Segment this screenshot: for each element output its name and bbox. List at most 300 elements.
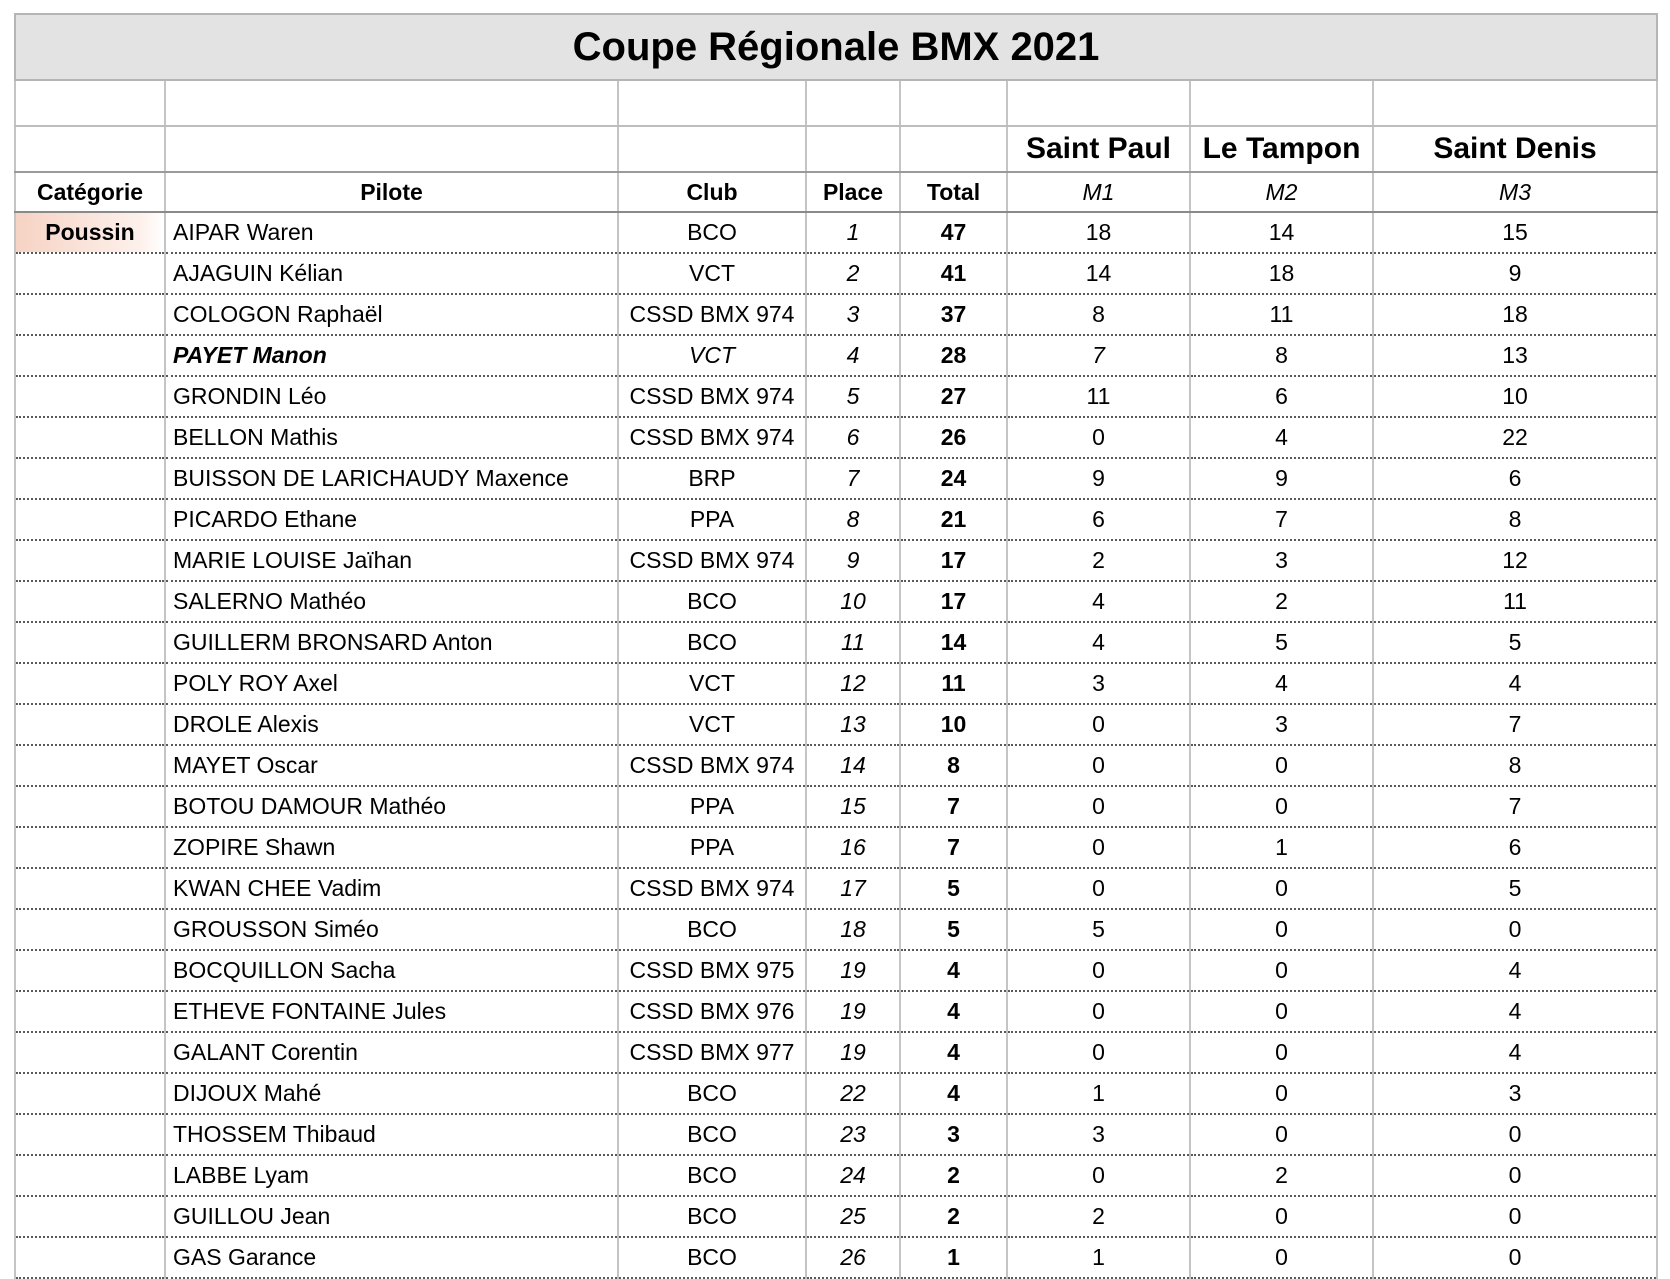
m2-cell[interactable]: 0: [1190, 745, 1373, 786]
pilote-cell-text: GAS Garance: [173, 1244, 317, 1270]
place-cell[interactable]: 19: [806, 991, 900, 1032]
pilote-cell[interactable]: [165, 376, 618, 417]
total-cell[interactable]: 8: [900, 745, 1007, 786]
m3-cell[interactable]: 11: [1373, 581, 1657, 622]
club-cell[interactable]: [618, 376, 806, 417]
place-cell[interactable]: 18: [806, 909, 900, 950]
pilote-cell[interactable]: [165, 1114, 618, 1155]
total-cell[interactable]: 41: [900, 253, 1007, 294]
empty-cell[interactable]: [618, 80, 806, 126]
total-cell[interactable]: 4: [900, 991, 1007, 1032]
category-cell[interactable]: [15, 1237, 165, 1278]
m1-cell[interactable]: [1007, 950, 1190, 991]
m2-cell[interactable]: 0: [1190, 1114, 1373, 1155]
m1-cell[interactable]: [1007, 991, 1190, 1032]
m2-cell[interactable]: 2: [1190, 1155, 1373, 1196]
m1-cell[interactable]: [1007, 581, 1190, 622]
club-cell-text: BRP: [688, 465, 736, 491]
place-cell[interactable]: 17: [806, 868, 900, 909]
results-table: [14, 13, 1658, 1279]
m3-cell[interactable]: 7: [1373, 786, 1657, 827]
pilote-cell[interactable]: [165, 458, 618, 499]
header-total[interactable]: Total: [900, 172, 1007, 212]
empty-cell[interactable]: [618, 126, 806, 172]
club-cell[interactable]: [618, 294, 806, 335]
category-cell[interactable]: [15, 1114, 165, 1155]
m3-cell[interactable]: 10: [1373, 376, 1657, 417]
m3-cell[interactable]: 6: [1373, 458, 1657, 499]
m1-cell[interactable]: [1007, 786, 1190, 827]
category-cell[interactable]: [15, 786, 165, 827]
empty-cell[interactable]: [15, 80, 165, 126]
m1-cell-text: 0: [1092, 711, 1105, 737]
total-cell[interactable]: 21: [900, 499, 1007, 540]
m2-cell[interactable]: 18: [1190, 253, 1373, 294]
table-row: [15, 540, 1657, 581]
empty-cell[interactable]: [15, 126, 165, 172]
m1-cell[interactable]: [1007, 294, 1190, 335]
m3-cell[interactable]: 13: [1373, 335, 1657, 376]
m2-cell[interactable]: 0: [1190, 1032, 1373, 1073]
m3-cell[interactable]: 4: [1373, 991, 1657, 1032]
m3-cell[interactable]: 0: [1373, 1237, 1657, 1278]
club-cell[interactable]: [618, 540, 806, 581]
place-cell[interactable]: 4: [806, 335, 900, 376]
empty-cell[interactable]: [165, 126, 618, 172]
table-row: [15, 950, 1657, 991]
pilote-cell-text: KWAN CHEE Vadim: [173, 875, 382, 901]
place-cell[interactable]: 11: [806, 622, 900, 663]
m1-cell[interactable]: [1007, 499, 1190, 540]
total-cell[interactable]: 4: [900, 950, 1007, 991]
m1-cell-text: 3: [1092, 1121, 1105, 1147]
m2-cell[interactable]: 7: [1190, 499, 1373, 540]
club-cell[interactable]: [618, 1114, 806, 1155]
m1-cell-text: 0: [1092, 957, 1105, 983]
m2-cell[interactable]: 1: [1190, 827, 1373, 868]
pilote-cell[interactable]: [165, 1155, 618, 1196]
club-cell-text: PPA: [689, 506, 735, 532]
club-cell[interactable]: [618, 950, 806, 991]
m3-cell[interactable]: 4: [1373, 663, 1657, 704]
m1-cell-text: 1: [1092, 1080, 1105, 1106]
m1-cell[interactable]: [1007, 1114, 1190, 1155]
place-cell[interactable]: 22: [806, 1073, 900, 1114]
total-cell[interactable]: 27: [900, 376, 1007, 417]
category-cell[interactable]: [15, 704, 165, 745]
total-cell[interactable]: 37: [900, 294, 1007, 335]
table-row: [15, 704, 1657, 745]
m1-cell[interactable]: [1007, 704, 1190, 745]
m1-cell[interactable]: [1007, 1196, 1190, 1237]
header-m2[interactable]: M2: [1190, 172, 1373, 212]
m2-cell[interactable]: 11: [1190, 294, 1373, 335]
table-row: [15, 253, 1657, 294]
empty-cell[interactable]: [165, 80, 618, 126]
total-cell[interactable]: 11: [900, 663, 1007, 704]
table-row: [15, 745, 1657, 786]
category-cell[interactable]: Poussin: [15, 212, 165, 253]
club-cell[interactable]: [618, 499, 806, 540]
category-cell[interactable]: [15, 294, 165, 335]
pilote-cell[interactable]: [165, 1196, 618, 1237]
category-cell[interactable]: [15, 458, 165, 499]
pilote-cell-text: THOSSEM Thibaud: [173, 1121, 376, 1147]
m2-cell[interactable]: 5: [1190, 622, 1373, 663]
pilote-cell[interactable]: [165, 212, 618, 253]
m2-cell[interactable]: 8: [1190, 335, 1373, 376]
category-cell[interactable]: [15, 1196, 165, 1237]
m3-cell[interactable]: 12: [1373, 540, 1657, 581]
m2-cell[interactable]: 0: [1190, 868, 1373, 909]
place-cell[interactable]: 19: [806, 950, 900, 991]
m2-cell[interactable]: 0: [1190, 991, 1373, 1032]
m3-cell[interactable]: 7: [1373, 704, 1657, 745]
place-cell[interactable]: 19: [806, 1032, 900, 1073]
total-cell[interactable]: 4: [900, 1032, 1007, 1073]
m3-cell[interactable]: 5: [1373, 868, 1657, 909]
header-m1[interactable]: M1: [1007, 172, 1190, 212]
m3-cell[interactable]: 0: [1373, 909, 1657, 950]
blank-row: [15, 80, 1657, 126]
category-cell[interactable]: [15, 1032, 165, 1073]
header-categorie[interactable]: Catégorie: [15, 172, 165, 212]
pilote-cell[interactable]: [165, 253, 618, 294]
m3-cell[interactable]: 22: [1373, 417, 1657, 458]
category-cell[interactable]: [15, 868, 165, 909]
category-cell[interactable]: [15, 499, 165, 540]
place-cell[interactable]: 9: [806, 540, 900, 581]
pilote-cell-text: ETHEVE FONTAINE Jules: [173, 998, 447, 1024]
table-row: [15, 335, 1657, 376]
header-m3[interactable]: M3: [1373, 172, 1657, 212]
header-place[interactable]: Place: [806, 172, 900, 212]
m1-cell-text: 9: [1092, 465, 1105, 491]
club-cell-text: BCO: [687, 1244, 737, 1270]
pilote-cell-text: AIPAR Waren: [173, 219, 314, 245]
total-cell[interactable]: 4: [900, 1073, 1007, 1114]
place-cell[interactable]: 1: [806, 212, 900, 253]
m2-cell[interactable]: 0: [1190, 909, 1373, 950]
m1-cell-text: 3: [1092, 670, 1105, 696]
total-cell[interactable]: 10: [900, 704, 1007, 745]
club-cell[interactable]: [618, 868, 806, 909]
place-cell[interactable]: 5: [806, 376, 900, 417]
pilote-cell-text: LABBE Lyam: [173, 1162, 309, 1188]
m2-cell[interactable]: 0: [1190, 1073, 1373, 1114]
total-cell[interactable]: 17: [900, 540, 1007, 581]
m2-cell[interactable]: 3: [1190, 540, 1373, 581]
total-cell[interactable]: 47: [900, 212, 1007, 253]
pilote-cell[interactable]: [165, 786, 618, 827]
pilote-cell-text: BOCQUILLON Sacha: [173, 957, 396, 983]
venue-m1[interactable]: Saint Paul: [1007, 126, 1190, 172]
table-row: [15, 1073, 1657, 1114]
place-cell[interactable]: 15: [806, 786, 900, 827]
m3-cell[interactable]: 15: [1373, 212, 1657, 253]
place-cell[interactable]: 25: [806, 1196, 900, 1237]
m3-cell[interactable]: 0: [1373, 1155, 1657, 1196]
m1-cell-text: 2: [1092, 547, 1105, 573]
m2-cell[interactable]: 14: [1190, 212, 1373, 253]
m1-cell[interactable]: [1007, 745, 1190, 786]
place-cell[interactable]: 23: [806, 1114, 900, 1155]
m2-cell[interactable]: 0: [1190, 1237, 1373, 1278]
club-cell[interactable]: [618, 1155, 806, 1196]
pilote-cell[interactable]: [165, 663, 618, 704]
m2-cell[interactable]: 3: [1190, 704, 1373, 745]
empty-cell[interactable]: [1007, 80, 1190, 126]
category-cell[interactable]: [15, 376, 165, 417]
club-cell[interactable]: [618, 1237, 806, 1278]
club-cell-text: BCO: [687, 1080, 737, 1106]
club-cell[interactable]: [618, 581, 806, 622]
pilote-cell-text: BUISSON DE LARICHAUDY Maxence: [173, 465, 569, 491]
empty-cell[interactable]: [806, 80, 900, 126]
pilote-cell-text: GROUSSON Siméo: [173, 916, 379, 942]
club-cell[interactable]: [618, 212, 806, 253]
m1-cell[interactable]: [1007, 909, 1190, 950]
place-cell[interactable]: 2: [806, 253, 900, 294]
m1-cell-text: 8: [1092, 301, 1105, 327]
total-cell[interactable]: 3: [900, 1114, 1007, 1155]
m1-cell[interactable]: [1007, 376, 1190, 417]
m2-cell[interactable]: 0: [1190, 950, 1373, 991]
total-cell[interactable]: 5: [900, 909, 1007, 950]
club-cell-text: VCT: [689, 670, 735, 696]
table-row: [15, 827, 1657, 868]
category-cell[interactable]: [15, 622, 165, 663]
club-cell-text: CSSD BMX 976: [629, 998, 795, 1024]
table-row: [15, 909, 1657, 950]
club-cell-text: BCO: [687, 588, 737, 614]
club-cell-text: CSSD BMX 977: [629, 1039, 795, 1065]
club-cell[interactable]: [618, 991, 806, 1032]
table-row: [15, 458, 1657, 499]
place-cell[interactable]: 6: [806, 417, 900, 458]
m1-cell-text: 6: [1092, 506, 1105, 532]
m1-cell[interactable]: [1007, 868, 1190, 909]
total-cell[interactable]: 7: [900, 827, 1007, 868]
place-cell[interactable]: 10: [806, 581, 900, 622]
empty-cell[interactable]: [900, 80, 1007, 126]
club-cell[interactable]: [618, 253, 806, 294]
sheet-title: Coupe Régionale BMX 2021: [15, 14, 1657, 80]
m1-cell[interactable]: [1007, 1073, 1190, 1114]
total-cell[interactable]: 2: [900, 1155, 1007, 1196]
m3-cell[interactable]: 18: [1373, 294, 1657, 335]
category-cell[interactable]: [15, 581, 165, 622]
pilote-cell[interactable]: [165, 417, 618, 458]
pilote-cell[interactable]: [165, 1032, 618, 1073]
club-cell-text: CSSD BMX 974: [629, 301, 795, 327]
club-cell[interactable]: [618, 622, 806, 663]
m2-cell[interactable]: 6: [1190, 376, 1373, 417]
m1-cell[interactable]: [1007, 458, 1190, 499]
place-cell[interactable]: 8: [806, 499, 900, 540]
m2-cell[interactable]: 4: [1190, 663, 1373, 704]
pilote-cell[interactable]: [165, 950, 618, 991]
place-cell[interactable]: 13: [806, 704, 900, 745]
club-cell[interactable]: [618, 458, 806, 499]
venue-m3[interactable]: Saint Denis: [1373, 126, 1657, 172]
m1-cell[interactable]: [1007, 1237, 1190, 1278]
m3-cell[interactable]: 9: [1373, 253, 1657, 294]
pilote-cell[interactable]: [165, 622, 618, 663]
category-cell[interactable]: [15, 540, 165, 581]
pilote-cell[interactable]: [165, 745, 618, 786]
m3-cell[interactable]: 5: [1373, 622, 1657, 663]
m1-cell[interactable]: [1007, 253, 1190, 294]
m1-cell-text: 0: [1092, 875, 1105, 901]
m3-cell[interactable]: 6: [1373, 827, 1657, 868]
place-cell[interactable]: 26: [806, 1237, 900, 1278]
m1-cell[interactable]: [1007, 540, 1190, 581]
pilote-cell[interactable]: [165, 991, 618, 1032]
place-cell[interactable]: 16: [806, 827, 900, 868]
club-cell-text: BCO: [687, 1203, 737, 1229]
club-cell[interactable]: [618, 1073, 806, 1114]
total-cell[interactable]: 7: [900, 786, 1007, 827]
total-cell[interactable]: 28: [900, 335, 1007, 376]
pilote-cell[interactable]: [165, 704, 618, 745]
club-cell[interactable]: [618, 827, 806, 868]
category-cell[interactable]: [15, 335, 165, 376]
category-cell[interactable]: [15, 827, 165, 868]
category-cell[interactable]: [15, 253, 165, 294]
pilote-cell[interactable]: [165, 581, 618, 622]
total-cell[interactable]: 17: [900, 581, 1007, 622]
pilote-cell[interactable]: [165, 909, 618, 950]
m3-cell[interactable]: 3: [1373, 1073, 1657, 1114]
category-cell[interactable]: [15, 663, 165, 704]
club-cell-text: BCO: [687, 219, 737, 245]
table-row: [15, 1196, 1657, 1237]
pilote-cell[interactable]: [165, 499, 618, 540]
club-cell-text: BCO: [687, 1121, 737, 1147]
pilote-cell[interactable]: [165, 540, 618, 581]
category-cell[interactable]: [15, 1073, 165, 1114]
pilote-cell[interactable]: [165, 294, 618, 335]
m1-cell[interactable]: [1007, 335, 1190, 376]
total-cell[interactable]: 1: [900, 1237, 1007, 1278]
club-cell-text: VCT: [689, 342, 735, 368]
total-cell[interactable]: 26: [900, 417, 1007, 458]
m1-cell[interactable]: [1007, 212, 1190, 253]
m1-cell-text: 0: [1092, 1039, 1105, 1065]
empty-cell[interactable]: [1190, 80, 1373, 126]
pilote-cell-text: MAYET Oscar: [173, 752, 318, 778]
pilote-cell[interactable]: [165, 868, 618, 909]
results-sheet: [14, 13, 1656, 1279]
total-cell[interactable]: 14: [900, 622, 1007, 663]
place-cell[interactable]: 3: [806, 294, 900, 335]
pilote-cell[interactable]: [165, 1237, 618, 1278]
header-pilote[interactable]: Pilote: [165, 172, 618, 212]
m1-cell-text: 0: [1092, 752, 1105, 778]
m1-cell[interactable]: [1007, 827, 1190, 868]
m2-cell[interactable]: 9: [1190, 458, 1373, 499]
m1-cell-text: 0: [1092, 998, 1105, 1024]
club-cell-text: BCO: [687, 629, 737, 655]
club-cell-text: CSSD BMX 974: [629, 424, 795, 450]
club-cell-text: PPA: [689, 834, 735, 860]
pilote-cell-text: GALANT Corentin: [173, 1039, 358, 1065]
table-row: [15, 1114, 1657, 1155]
pilote-cell[interactable]: [165, 827, 618, 868]
m2-cell[interactable]: 2: [1190, 581, 1373, 622]
empty-cell[interactable]: [900, 126, 1007, 172]
pilote-cell-text: DROLE Alexis: [173, 711, 319, 737]
pilote-cell-text: BELLON Mathis: [173, 424, 338, 450]
place-cell[interactable]: 7: [806, 458, 900, 499]
category-cell[interactable]: [15, 745, 165, 786]
club-cell[interactable]: [618, 417, 806, 458]
table-row: [15, 1155, 1657, 1196]
pilote-cell[interactable]: [165, 1073, 618, 1114]
club-cell[interactable]: [618, 335, 806, 376]
m2-cell[interactable]: 4: [1190, 417, 1373, 458]
club-cell[interactable]: [618, 745, 806, 786]
m1-cell[interactable]: [1007, 417, 1190, 458]
total-cell[interactable]: 24: [900, 458, 1007, 499]
m1-cell[interactable]: [1007, 622, 1190, 663]
header-club[interactable]: Club: [618, 172, 806, 212]
m1-cell[interactable]: [1007, 1155, 1190, 1196]
m3-cell[interactable]: 0: [1373, 1196, 1657, 1237]
club-cell[interactable]: [618, 786, 806, 827]
total-cell[interactable]: 5: [900, 868, 1007, 909]
m2-cell[interactable]: 0: [1190, 1196, 1373, 1237]
pilote-cell[interactable]: [165, 335, 618, 376]
m2-cell[interactable]: 0: [1190, 786, 1373, 827]
category-cell[interactable]: [15, 1155, 165, 1196]
m3-cell[interactable]: 4: [1373, 950, 1657, 991]
category-cell[interactable]: [15, 950, 165, 991]
club-cell[interactable]: [618, 1032, 806, 1073]
place-cell[interactable]: 14: [806, 745, 900, 786]
place-cell[interactable]: 24: [806, 1155, 900, 1196]
m1-cell-text: 1: [1092, 1244, 1105, 1270]
category-cell[interactable]: [15, 909, 165, 950]
table-row: [15, 212, 1657, 253]
pilote-cell-text: MARIE LOUISE Jaïhan: [173, 547, 413, 573]
m3-cell[interactable]: 8: [1373, 745, 1657, 786]
club-cell[interactable]: [618, 909, 806, 950]
m1-cell[interactable]: [1007, 663, 1190, 704]
club-cell-text: PPA: [689, 793, 735, 819]
club-cell[interactable]: [618, 704, 806, 745]
category-cell[interactable]: [15, 991, 165, 1032]
club-cell[interactable]: [618, 663, 806, 704]
club-cell-text: BCO: [687, 1162, 737, 1188]
m1-cell[interactable]: [1007, 1032, 1190, 1073]
category-cell[interactable]: [15, 417, 165, 458]
total-cell[interactable]: 2: [900, 1196, 1007, 1237]
place-cell[interactable]: 12: [806, 663, 900, 704]
venue-row: [15, 126, 1657, 172]
m3-cell[interactable]: 0: [1373, 1114, 1657, 1155]
club-cell-text: CSSD BMX 975: [629, 957, 795, 983]
m3-cell[interactable]: 8: [1373, 499, 1657, 540]
empty-cell[interactable]: [1373, 80, 1657, 126]
m3-cell[interactable]: 4: [1373, 1032, 1657, 1073]
pilote-cell-text: GRONDIN Léo: [173, 383, 327, 409]
venue-m2[interactable]: Le Tampon: [1190, 126, 1373, 172]
empty-cell[interactable]: [806, 126, 900, 172]
title-row: [15, 14, 1657, 80]
club-cell[interactable]: [618, 1196, 806, 1237]
